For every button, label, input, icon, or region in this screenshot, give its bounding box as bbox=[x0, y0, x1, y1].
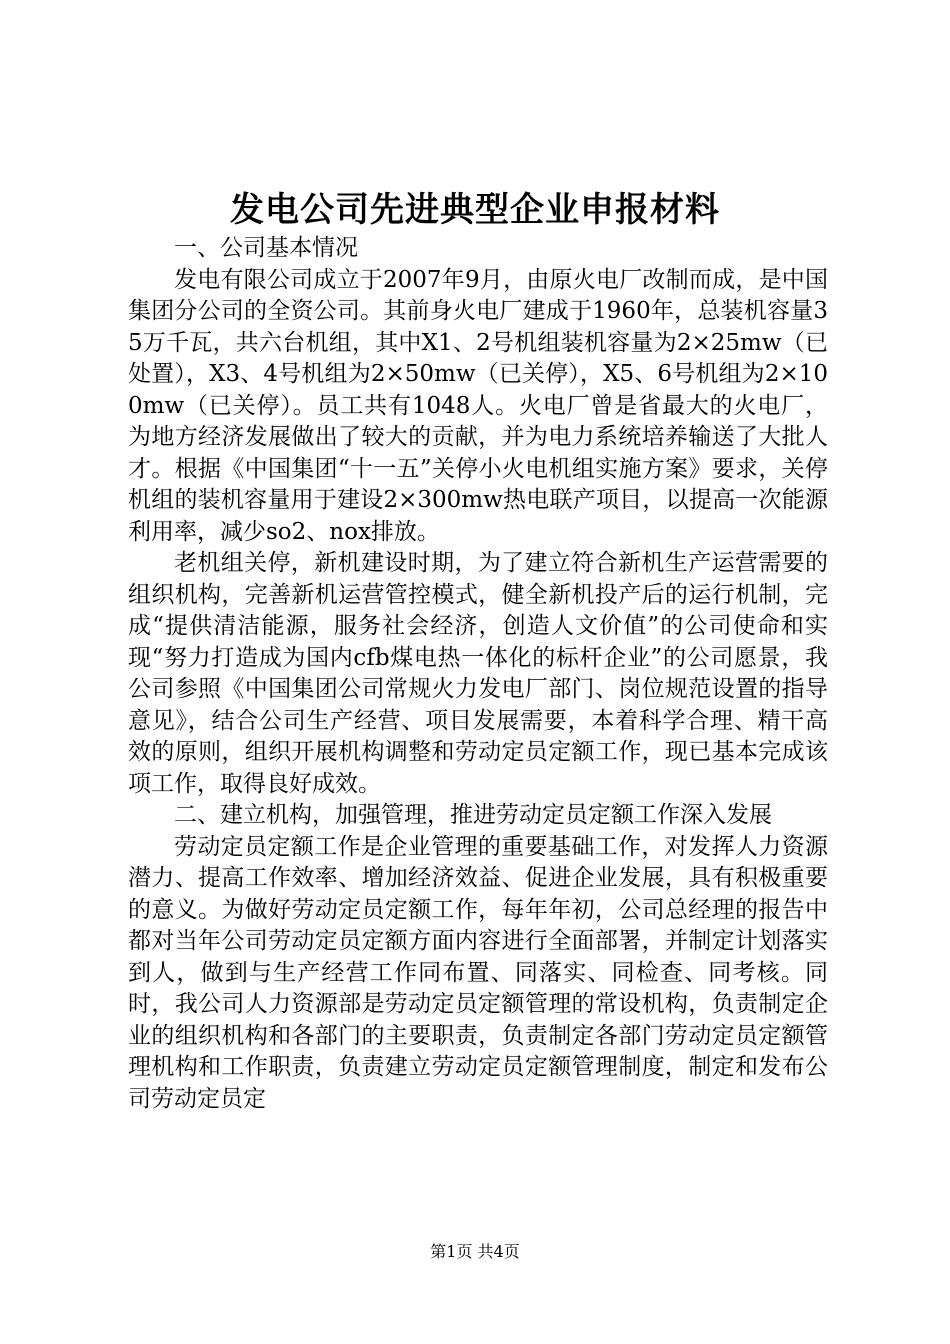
page-footer: 第1页 共4页 bbox=[430, 1242, 520, 1261]
section-heading-2: 二、建立机构，加强管理，推进劳动定员定额工作深入发展 bbox=[174, 802, 772, 828]
section-1-paragraph-1: 发电有限公司成立于2007年9月，由原火电厂改制而成，是中国集团分公司的全资公司。其前身火电厂建成于1960年，总装机容量35万千瓦，共六台机组，其中X1、2号机组装机容量为2×25mw（已处置），X3、4号机组为2×50mw（已关停），X5、6号机组为2×100mw（已关停）。员工共有1048人。火电厂曾是省最大的火电厂，为地方经济发展做出了较大的贡献，并为电力系统培养输送了大批人才。根据《中国集团“十一五”关停小火电机组实施方案》要求，关停机组的装机容量用于建设2×300mw热电联产项目，以提高一次能源利用率，减少so2、nox排放。 bbox=[128, 266, 828, 545]
document-title: 发电公司先进典型企业申报材料 bbox=[230, 190, 720, 230]
section-2-paragraph-1: 劳动定员定额工作是企业管理的重要基础工作，对发挥人力资源潜力、提高工作效率、增加经济效益、促进企业发展，具有积极重要的意义。为做好劳动定员定额工作，每年年初，公司总经理的报告中都对当年公司劳动定员定额方面内容进行全面部署，并制定计划落实到人，做到与生产经营工作同布置、同落实、同检查、同考核。同时，我公司人力资源部是劳动定员定额管理的常设机构，负责制定企业的组织机构和各部门的主要职责，负责制定各部门劳动定员定额管理机构和工作职责，负责建立劳动定员定额管理制度，制定和发布公司劳动定员定 bbox=[128, 833, 828, 1112]
document-body bbox=[128, 233, 828, 1115]
section-heading-1: 一、公司基本情况 bbox=[174, 235, 358, 261]
section-1-paragraph-2: 老机组关停，新机建设时期，为了建立符合新机生产运营需要的组织机构，完善新机运营管控模式，健全新机投产后的运行机制，完成“提供清洁能源，服务社会经济，创造人文价值”的公司使命和实现“努力打造成为国内cfb煤电热一体化的标杆企业”的公司愿景，我公司参照《中国集团公司常规火力发电厂部门、岗位规范设置的指导意见》，结合公司生产经营、项目发展需要，本着科学合理、精干高效的原则，组织开展机构调整和劳动定员定额工作，现已基本完成该项工作，取得良好成效。 bbox=[128, 550, 828, 797]
